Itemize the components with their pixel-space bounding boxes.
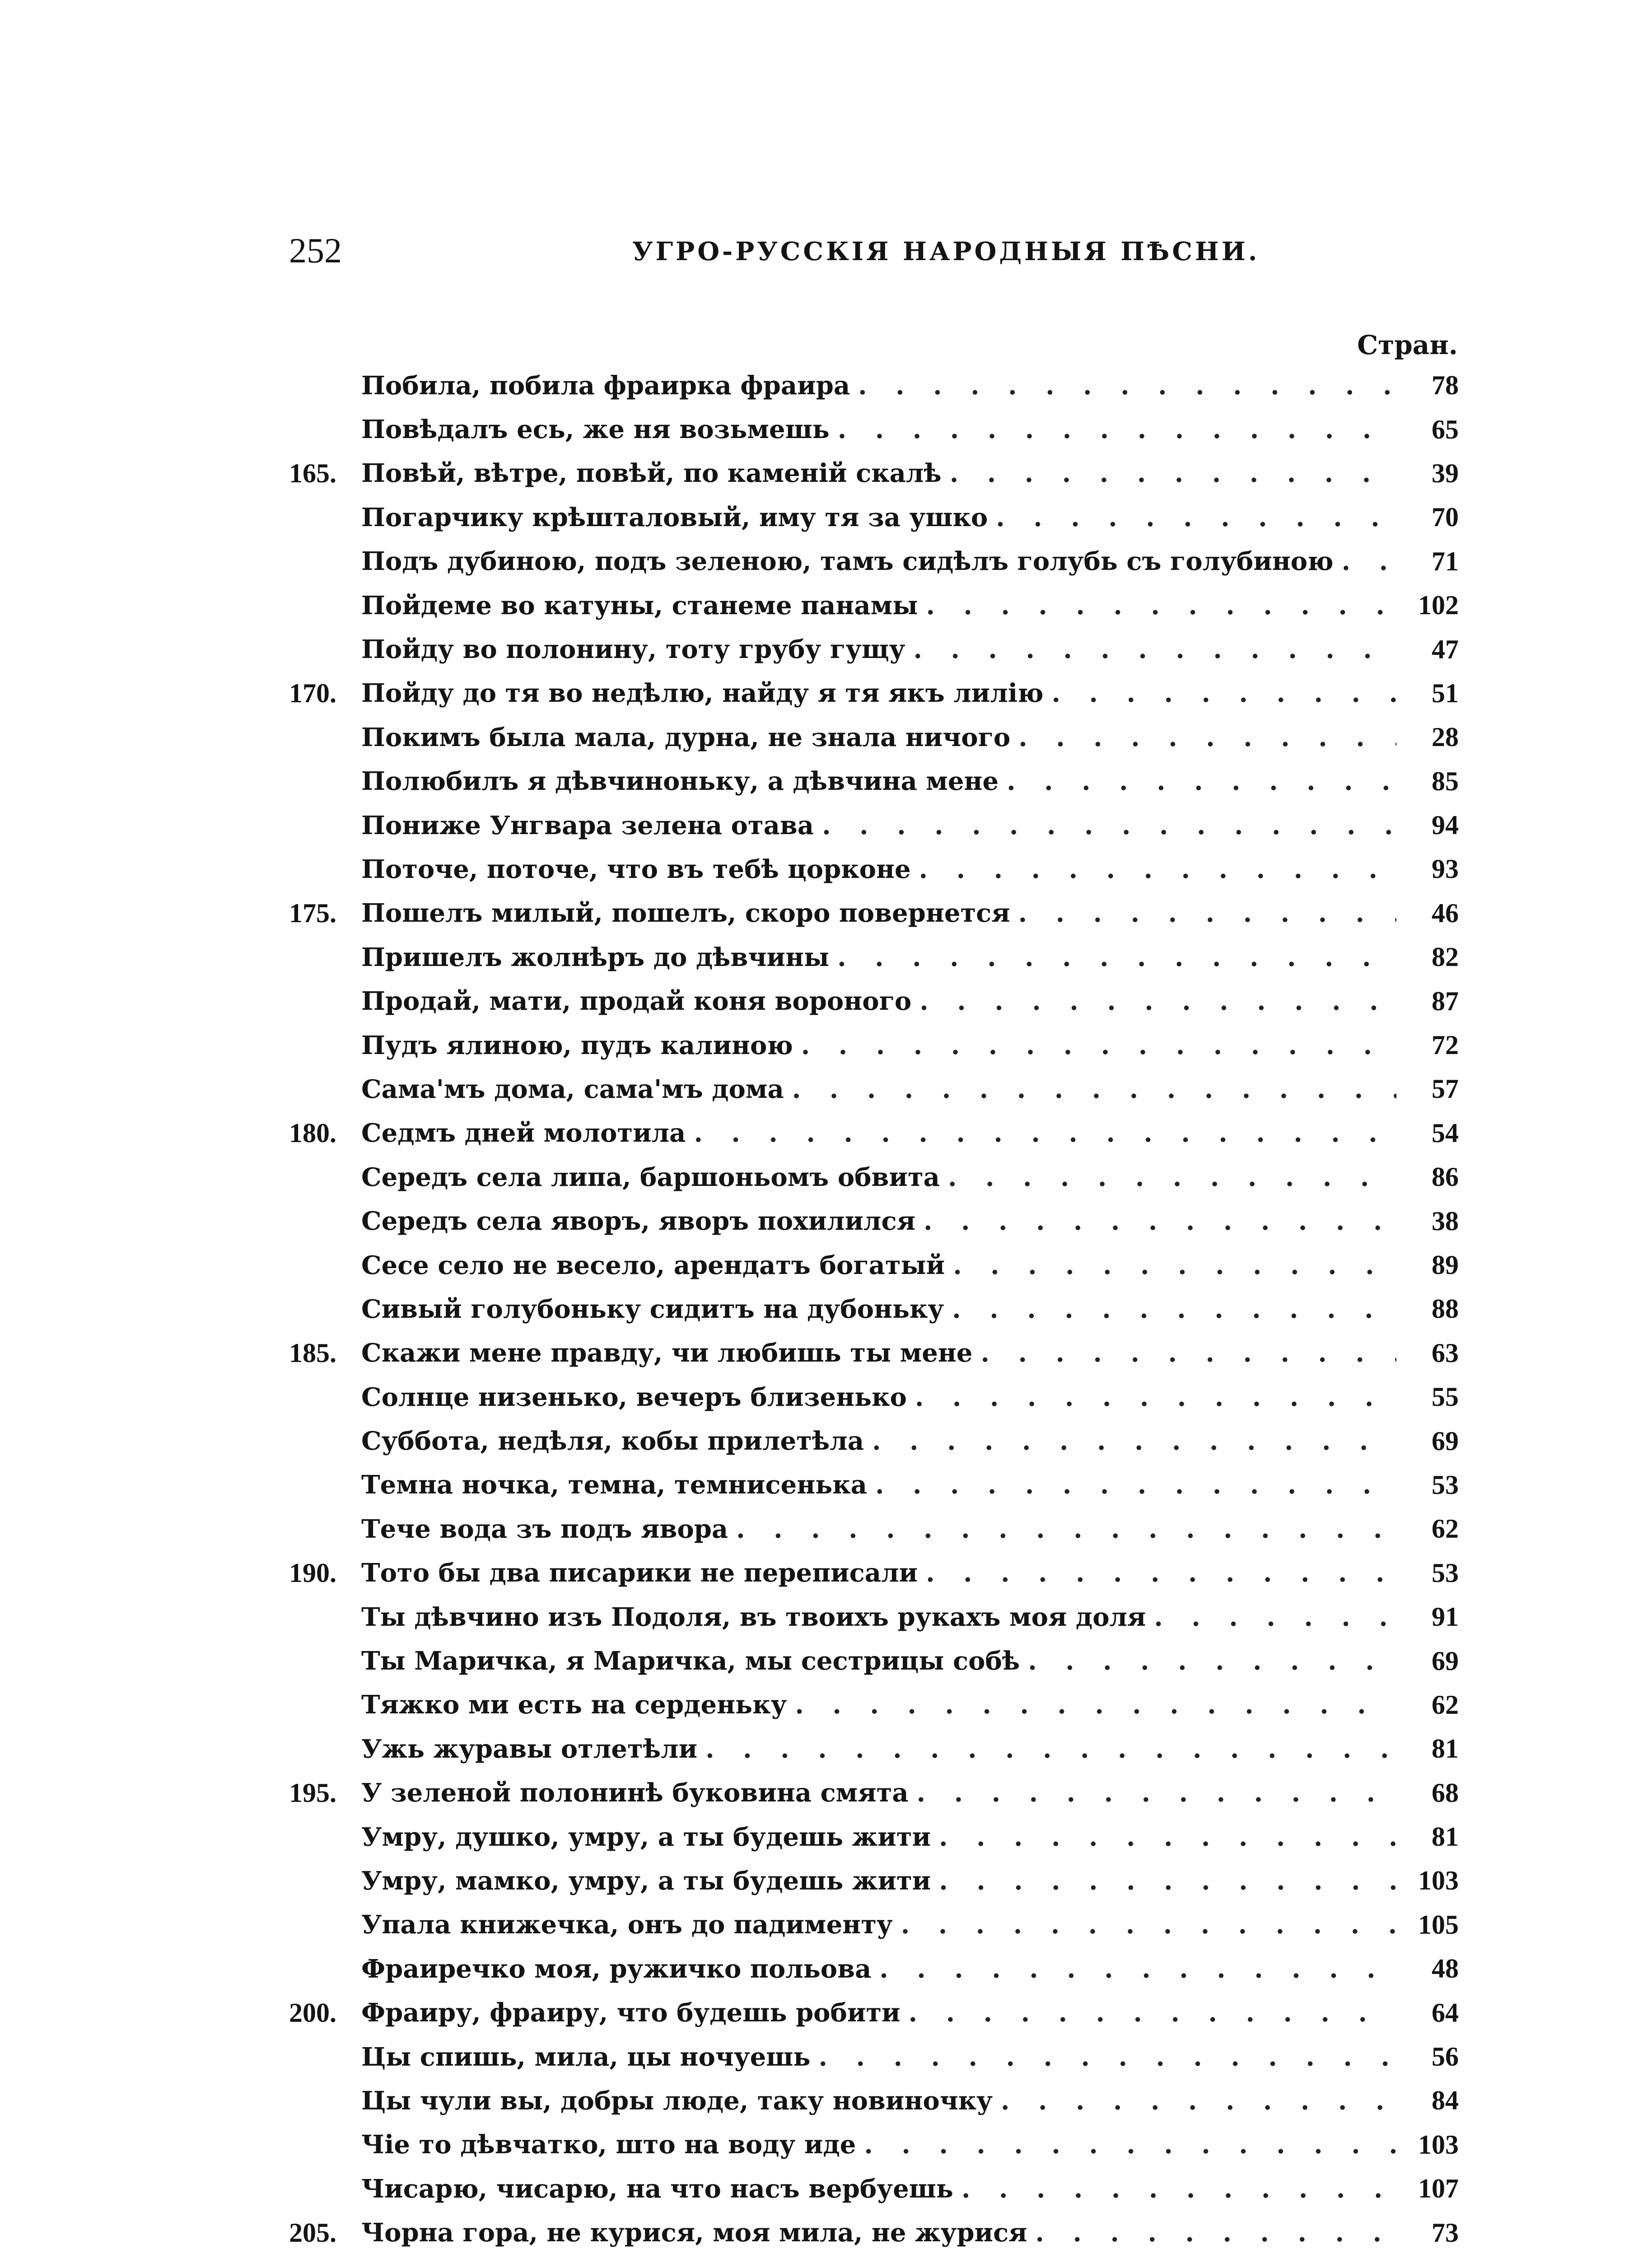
entry-title: Чіе то дѣвчатко, што на воду иде <box>361 2130 856 2160</box>
entry-title: Ты Маричка, я Маричка, мы сестрицы собѣ <box>361 1646 1020 1676</box>
toc-entry <box>289 847 1459 891</box>
entry-title: Сесе село не весело, арендатъ богатый <box>361 1250 945 1280</box>
dot-leader <box>909 1998 1396 2028</box>
entry-page-number: 51 <box>1432 678 1459 708</box>
entry-title: Пойду до тя во недѣлю, найду я тя якъ лилію <box>361 678 1044 709</box>
entry-title: Фраиречко моя, ружичко польова <box>361 1954 872 1984</box>
toc-entry <box>289 364 1459 407</box>
dot-leader <box>1007 766 1396 796</box>
dot-leader <box>879 1954 1396 1984</box>
running-title: УГРО-РУССКІЯ НАРОДНЫЯ ПѢСНИ. <box>632 237 1260 266</box>
dot-leader <box>952 1294 1396 1324</box>
entry-title: Погарчику крѣшталовый, иму тя за ушко <box>361 502 988 532</box>
entry-title: Чорна гора, не курися, моя мила, не журися <box>361 2218 1027 2248</box>
entry-page-number: 56 <box>1432 2042 1459 2072</box>
toc-entry <box>289 1507 1459 1551</box>
entry-number: 180. <box>289 1118 336 1148</box>
entry-title: Полюбилъ я дѣвчиноньку, а дѣвчина мене <box>361 766 999 797</box>
entry-page-number: 53 <box>1432 1558 1459 1588</box>
toc-entry <box>289 1859 1459 1903</box>
entry-number: 200. <box>289 1997 336 2028</box>
entry-title: Сивый голубоньку сидитъ на дубоньку <box>361 1294 944 1324</box>
toc-entry <box>289 760 1459 803</box>
entry-page-number: 57 <box>1432 1074 1459 1104</box>
toc-entry <box>289 627 1459 671</box>
entry-number: 165. <box>289 458 336 488</box>
entry-page-number: 93 <box>1432 854 1459 884</box>
dot-leader <box>705 1734 1396 1764</box>
toc-entry <box>289 1287 1459 1331</box>
dot-leader <box>953 1250 1396 1280</box>
toc-entry <box>289 1419 1459 1463</box>
entry-page-number: 38 <box>1432 1206 1459 1236</box>
dot-leader <box>694 1118 1396 1148</box>
entry-title: Ужь журавы отлетѣли <box>361 1734 698 1764</box>
toc-entry <box>289 1551 1459 1595</box>
dot-leader <box>1018 898 1396 928</box>
dot-leader <box>872 1426 1396 1456</box>
toc-entry <box>289 1947 1459 1991</box>
dot-leader <box>875 1470 1396 1500</box>
entry-title: У зеленой полонинѣ буковина смята <box>361 1778 909 1808</box>
entry-page-number: 103 <box>1418 2129 1459 2160</box>
entry-title: Цы спишь, мила, цы ночуешь <box>361 2042 811 2072</box>
dot-leader <box>926 1558 1396 1588</box>
entry-page-number: 62 <box>1432 1514 1459 1544</box>
page-header <box>289 230 1472 285</box>
entry-title: Пониже Унгвара зелена отава <box>361 810 814 840</box>
entry-title: Пудъ ялиною, пудъ калиною <box>361 1030 793 1060</box>
entry-page-number: 105 <box>1418 1909 1459 1940</box>
toc-entry <box>289 1991 1459 2034</box>
toc-entry <box>289 1155 1459 1199</box>
dot-leader <box>837 942 1396 972</box>
toc-entry <box>289 1727 1459 1771</box>
entry-number: 195. <box>289 1777 336 1808</box>
dot-leader <box>1036 2218 1396 2248</box>
entry-page-number: 69 <box>1432 1646 1459 1676</box>
dot-leader <box>792 1074 1396 1104</box>
toc-entry <box>289 1243 1459 1287</box>
toc-entry <box>289 1111 1459 1155</box>
entry-page-number: 86 <box>1432 1162 1459 1192</box>
table-of-contents <box>289 364 1459 2255</box>
toc-entry <box>289 1595 1459 1639</box>
entry-title: Подъ дубиною, подъ зеленою, тамъ сидѣлъ голубь съ голубиною <box>361 546 1334 577</box>
entry-page-number: 62 <box>1432 1689 1459 1720</box>
toc-entry <box>289 803 1459 847</box>
entry-page-number: 69 <box>1432 1426 1459 1456</box>
entry-title: Тото бы два писарики не переписали <box>361 1558 918 1588</box>
entry-title: Покимъ была мала, дурна, не знала ничого <box>361 722 1011 752</box>
entry-page-number: 54 <box>1432 1118 1459 1148</box>
entry-page-number: 48 <box>1432 1954 1459 1984</box>
entry-title: Скажи мене правду, чи любишь ты мене <box>361 1338 973 1368</box>
toc-entry <box>289 1067 1459 1111</box>
entry-page-number: 87 <box>1432 986 1459 1016</box>
entry-title: Пойдеме во катуны, станеме панамы <box>361 590 918 620</box>
entry-number: 185. <box>289 1338 336 1368</box>
dot-leader <box>919 854 1396 884</box>
dot-leader <box>1342 546 1396 576</box>
entry-title: Чисарю, чисарю, на что насъ вербуешь <box>361 2174 953 2204</box>
entry-number: 205. <box>289 2217 336 2248</box>
dot-leader <box>917 1778 1396 1808</box>
toc-entry <box>289 583 1459 627</box>
entry-page-number: 78 <box>1432 370 1459 401</box>
dot-leader <box>736 1514 1396 1544</box>
entry-title: Суббота, недѣля, кобы прилетѣла <box>361 1426 864 1456</box>
entry-title: Поточе, поточе, что въ тебѣ цорконе <box>361 854 911 884</box>
toc-entry <box>289 1375 1459 1419</box>
entry-page-number: 89 <box>1432 1250 1459 1280</box>
entry-title: Пришелъ жолнѣръ до дѣвчины <box>361 942 830 972</box>
page-number: 252 <box>289 231 342 270</box>
toc-entry <box>289 935 1459 979</box>
dot-leader <box>1154 1602 1396 1632</box>
entry-page-number: 88 <box>1432 1294 1459 1324</box>
dot-leader <box>838 415 1396 444</box>
entry-page-number: 72 <box>1432 1030 1459 1060</box>
entry-page-number: 73 <box>1432 2217 1459 2248</box>
toc-entry <box>289 1023 1459 1067</box>
toc-entry <box>289 2211 1459 2254</box>
toc-entry <box>289 979 1459 1023</box>
toc-entry <box>289 891 1459 935</box>
entry-title: Сама'мъ дома, сама'мъ дома <box>361 1074 784 1104</box>
entry-title: Середъ села липа, баршоньомъ обвита <box>361 1162 940 1192</box>
dot-leader <box>1028 1646 1396 1676</box>
entry-title: Солнце низенько, вечеръ близенько <box>361 1382 907 1412</box>
entry-page-number: 64 <box>1432 1997 1459 2028</box>
toc-entry <box>289 1199 1459 1243</box>
entry-title: Упала книжечка, онъ до падименту <box>361 1910 893 1940</box>
entry-page-number: 65 <box>1432 414 1459 444</box>
entry-page-number: 91 <box>1432 1602 1459 1632</box>
entry-page-number: 70 <box>1432 502 1459 532</box>
dot-leader <box>939 1822 1396 1852</box>
toc-entry <box>289 1331 1459 1375</box>
dot-leader <box>939 1866 1396 1896</box>
entry-title: Тяжко ми есть на серденьку <box>361 1690 787 1720</box>
entry-page-number: 68 <box>1432 1777 1459 1808</box>
toc-entry <box>289 452 1459 495</box>
entry-page-number: 85 <box>1432 766 1459 796</box>
dot-leader <box>948 1162 1396 1192</box>
entry-page-number: 81 <box>1432 1734 1459 1764</box>
entry-page-number: 71 <box>1432 546 1459 576</box>
entry-page-number: 53 <box>1432 1470 1459 1500</box>
entry-title: Повѣдалъ есь, же ня возьмешь <box>361 415 830 445</box>
dot-leader <box>822 811 1396 840</box>
entry-title: Побила, побила фраирка фраира <box>361 370 850 401</box>
dot-leader <box>864 2130 1396 2160</box>
toc-entry <box>289 1815 1459 1859</box>
toc-entry <box>289 2167 1459 2211</box>
entry-page-number: 107 <box>1418 2174 1459 2204</box>
toc-entry <box>289 1771 1459 1815</box>
entry-title: Седмъ дней молотила <box>361 1118 686 1148</box>
entry-page-number: 103 <box>1418 1866 1459 1896</box>
toc-entry <box>289 2123 1459 2167</box>
dot-leader <box>858 371 1396 401</box>
entry-page-number: 94 <box>1432 810 1459 840</box>
entry-title: Продай, мати, продай коня вороного <box>361 986 912 1017</box>
dot-leader <box>924 1206 1396 1236</box>
entry-title: Середъ села яворъ, яворъ похилился <box>361 1206 915 1236</box>
entry-page-number: 81 <box>1432 1822 1459 1852</box>
dot-leader <box>950 458 1396 488</box>
dot-leader <box>919 986 1396 1016</box>
dot-leader <box>901 1910 1396 1940</box>
entry-title: Повѣй, вѣтре, повѣй, по каменій скалѣ <box>361 458 942 489</box>
dot-leader <box>981 1338 1397 1368</box>
dot-leader <box>801 1031 1396 1060</box>
dot-leader <box>996 503 1396 532</box>
toc-entry <box>289 407 1459 451</box>
dot-leader <box>913 634 1396 664</box>
entry-title: Ты дѣвчино изъ Подоля, въ твоихъ рукахъ моя доля <box>361 1602 1146 1632</box>
entry-number: 170. <box>289 678 336 708</box>
entry-title: Пойду во полонину, тоту грубу гущу <box>361 634 905 665</box>
entry-page-number: 39 <box>1432 458 1459 488</box>
page-column-heading: Стран. <box>1357 330 1458 360</box>
entry-title: Умру, мамко, умру, а ты будешь жити <box>361 1866 931 1896</box>
entry-title: Пошелъ милый, пошелъ, скоро повернется <box>361 898 1010 928</box>
toc-entry <box>289 495 1459 539</box>
entry-page-number: 47 <box>1432 634 1459 664</box>
entry-page-number: 82 <box>1432 942 1459 972</box>
toc-entry <box>289 1683 1459 1727</box>
entry-page-number: 63 <box>1432 1338 1459 1368</box>
entry-number: 175. <box>289 898 336 928</box>
entry-title: Умру, душко, умру, а ты будешь жити <box>361 1822 931 1852</box>
toc-entry <box>289 715 1459 759</box>
dot-leader <box>1052 678 1396 708</box>
dot-leader <box>1001 2086 1396 2116</box>
entry-page-number: 46 <box>1432 898 1459 928</box>
toc-entry <box>289 672 1459 715</box>
dot-leader <box>1018 723 1396 752</box>
toc-entry <box>289 2079 1459 2123</box>
toc-entry <box>289 2035 1459 2079</box>
entry-title: Тече вода зъ подъ явора <box>361 1514 728 1544</box>
dot-leader <box>795 1690 1396 1720</box>
toc-entry <box>289 1639 1459 1683</box>
toc-entry <box>289 540 1459 583</box>
entry-title: Фраиру, фраиру, что будешь робити <box>361 1998 901 2028</box>
toc-entry <box>289 1903 1459 1947</box>
entry-page-number: 84 <box>1432 2085 1459 2116</box>
dot-leader <box>819 2042 1397 2072</box>
entry-page-number: 28 <box>1432 722 1459 752</box>
entry-number: 190. <box>289 1558 336 1588</box>
entry-page-number: 55 <box>1432 1382 1459 1412</box>
dot-leader <box>926 591 1396 620</box>
dot-leader <box>915 1382 1396 1412</box>
dot-leader <box>961 2174 1396 2204</box>
entry-title: Цы чули вы, добры люде, таку новиночку <box>361 2085 993 2116</box>
entry-page-number: 102 <box>1418 590 1459 620</box>
toc-entry <box>289 1463 1459 1507</box>
entry-title: Темна ночка, темна, темнисенька <box>361 1470 867 1500</box>
